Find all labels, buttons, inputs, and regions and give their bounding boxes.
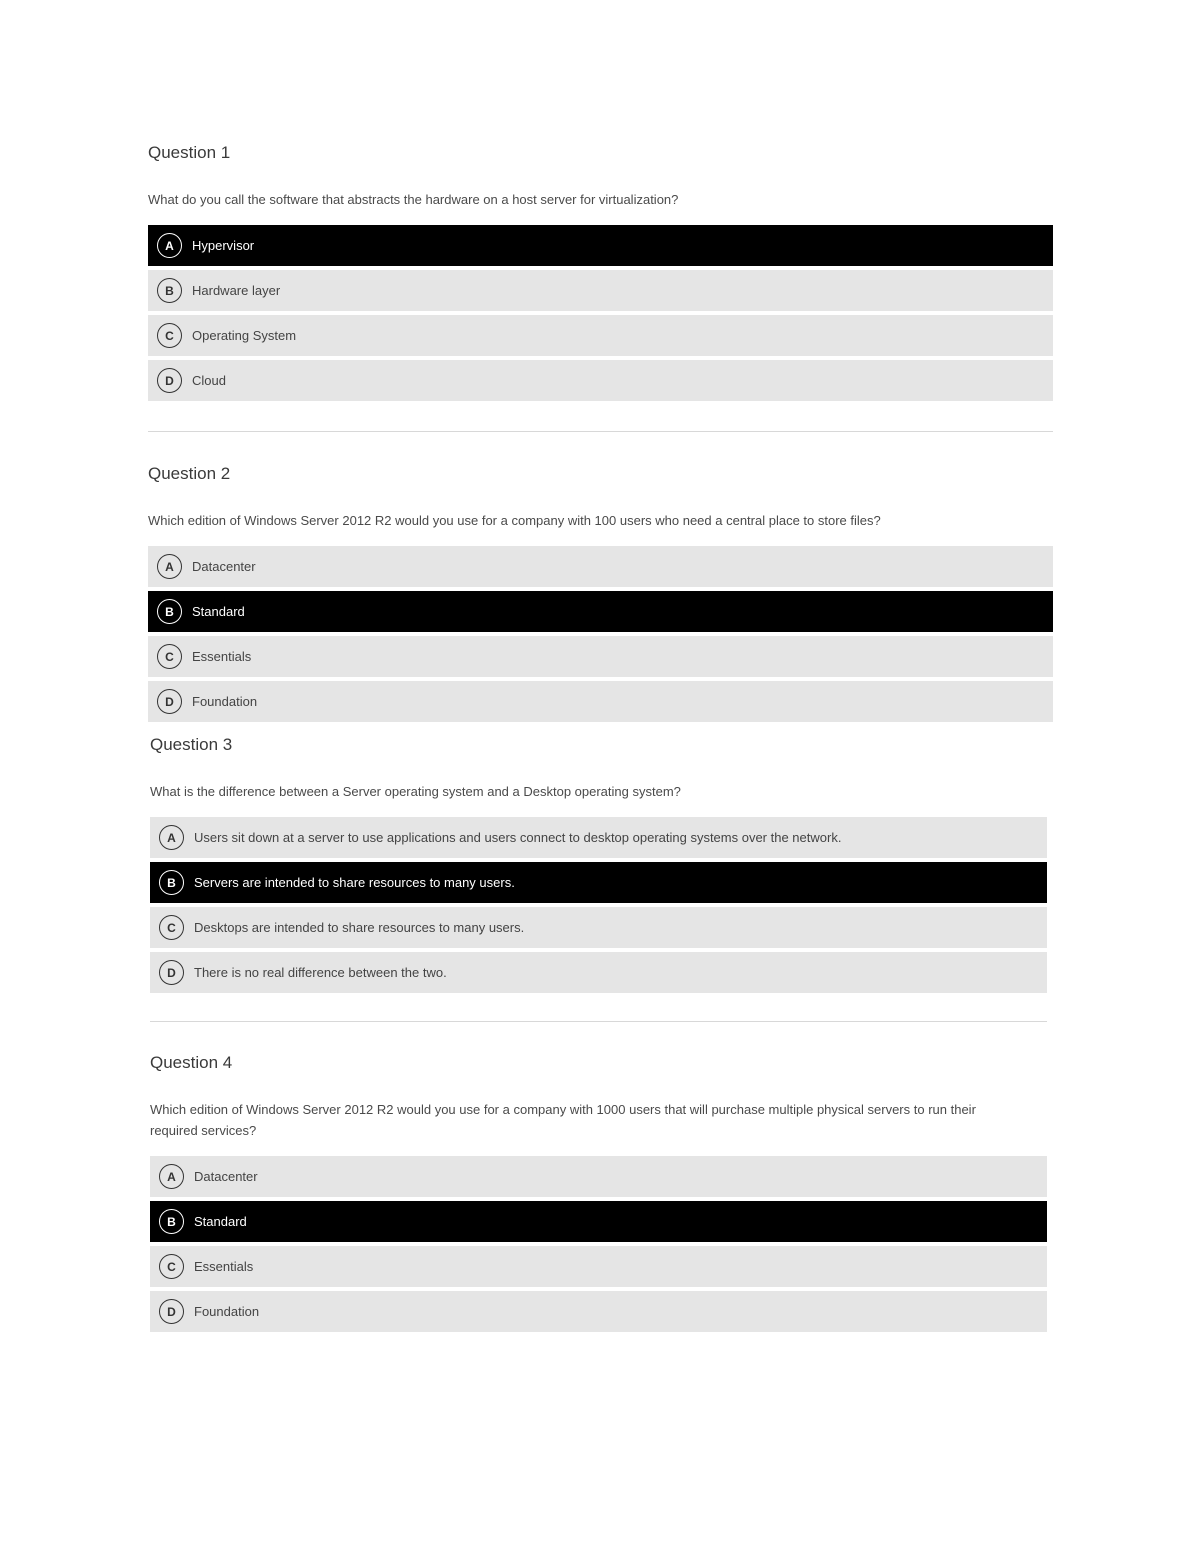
question-title: Question 4 — [150, 1053, 233, 1072]
question-1 — [148, 142, 1053, 401]
option-c-badge: C — [157, 323, 182, 348]
question-3 — [150, 734, 1047, 993]
answer-option-a[interactable] — [150, 1156, 1047, 1197]
answer-label: Servers are intended to share resources to many users. — [194, 875, 515, 890]
option-c-badge: C — [157, 644, 182, 669]
answer-label: Standard — [194, 1214, 247, 1229]
answer-label: Users sit down at a server to use applications and users connect to desktop operating systems over the network. — [194, 830, 842, 845]
answer-option-d[interactable] — [148, 681, 1053, 722]
answer-list — [148, 546, 1053, 722]
option-b-badge: B — [159, 1209, 184, 1234]
answer-option-a[interactable] — [148, 546, 1053, 587]
answer-option-b[interactable] — [150, 862, 1047, 903]
answer-label: Essentials — [194, 1259, 254, 1274]
question-title: Question 2 — [148, 464, 231, 483]
question-4 — [150, 1052, 1047, 1332]
answer-label: Foundation — [192, 694, 258, 709]
question-title: Question 1 — [148, 143, 231, 162]
answer-label: Datacenter — [194, 1169, 258, 1184]
answer-option-d[interactable] — [150, 952, 1047, 993]
question-divider — [148, 431, 1053, 432]
answer-label: Desktops are intended to share resources to many users. — [194, 920, 525, 935]
option-b-badge: B — [157, 278, 182, 303]
question-text: Which edition of Windows Server 2012 R2 would you use for a company with 100 users who need a central place to store files? — [148, 513, 881, 528]
answer-label: Foundation — [194, 1304, 260, 1319]
answer-label: Hypervisor — [192, 238, 255, 253]
answer-option-b[interactable] — [148, 270, 1053, 311]
option-d-badge: D — [159, 1299, 184, 1324]
answer-list — [150, 817, 1047, 993]
question-text: Which edition of Windows Server 2012 R2 would you use for a company with 1000 users that will purchase multiple physical servers to run their required services? — [150, 1102, 976, 1138]
question-2 — [148, 463, 1053, 722]
option-d-badge: D — [157, 368, 182, 393]
option-c-badge: C — [159, 915, 184, 940]
option-a-badge: A — [157, 554, 182, 579]
answer-option-a[interactable] — [148, 225, 1053, 266]
answer-label: Hardware layer — [192, 283, 281, 298]
question-text: What is the difference between a Server operating system and a Desktop operating system? — [150, 784, 681, 799]
answer-option-c[interactable] — [148, 315, 1053, 356]
option-a-badge: A — [159, 825, 184, 850]
answer-label: Cloud — [192, 373, 226, 388]
option-a-badge: A — [159, 1164, 184, 1189]
answer-option-a[interactable] — [150, 817, 1047, 858]
answer-option-c[interactable] — [148, 636, 1053, 677]
option-d-badge: D — [159, 960, 184, 985]
option-c-badge: C — [159, 1254, 184, 1279]
answer-option-d[interactable] — [150, 1291, 1047, 1332]
answer-option-c[interactable] — [150, 1246, 1047, 1287]
answer-option-b[interactable] — [148, 591, 1053, 632]
answer-label: Essentials — [192, 649, 252, 664]
question-title: Question 3 — [150, 735, 233, 754]
answer-list — [148, 225, 1053, 401]
answer-option-d[interactable] — [148, 360, 1053, 401]
option-d-badge: D — [157, 689, 182, 714]
answer-label: Datacenter — [192, 559, 256, 574]
option-a-badge: A — [157, 233, 182, 258]
answer-label: There is no real difference between the two. — [194, 965, 447, 980]
answer-label: Operating System — [192, 328, 297, 343]
question-divider — [150, 1021, 1047, 1022]
answer-list — [150, 1156, 1047, 1332]
answer-label: Standard — [192, 604, 245, 619]
option-b-badge: B — [159, 870, 184, 895]
question-text: What do you call the software that abstracts the hardware on a host server for virtualization? — [148, 192, 679, 207]
answer-option-b[interactable] — [150, 1201, 1047, 1242]
answer-option-c[interactable] — [150, 907, 1047, 948]
option-b-badge: B — [157, 599, 182, 624]
